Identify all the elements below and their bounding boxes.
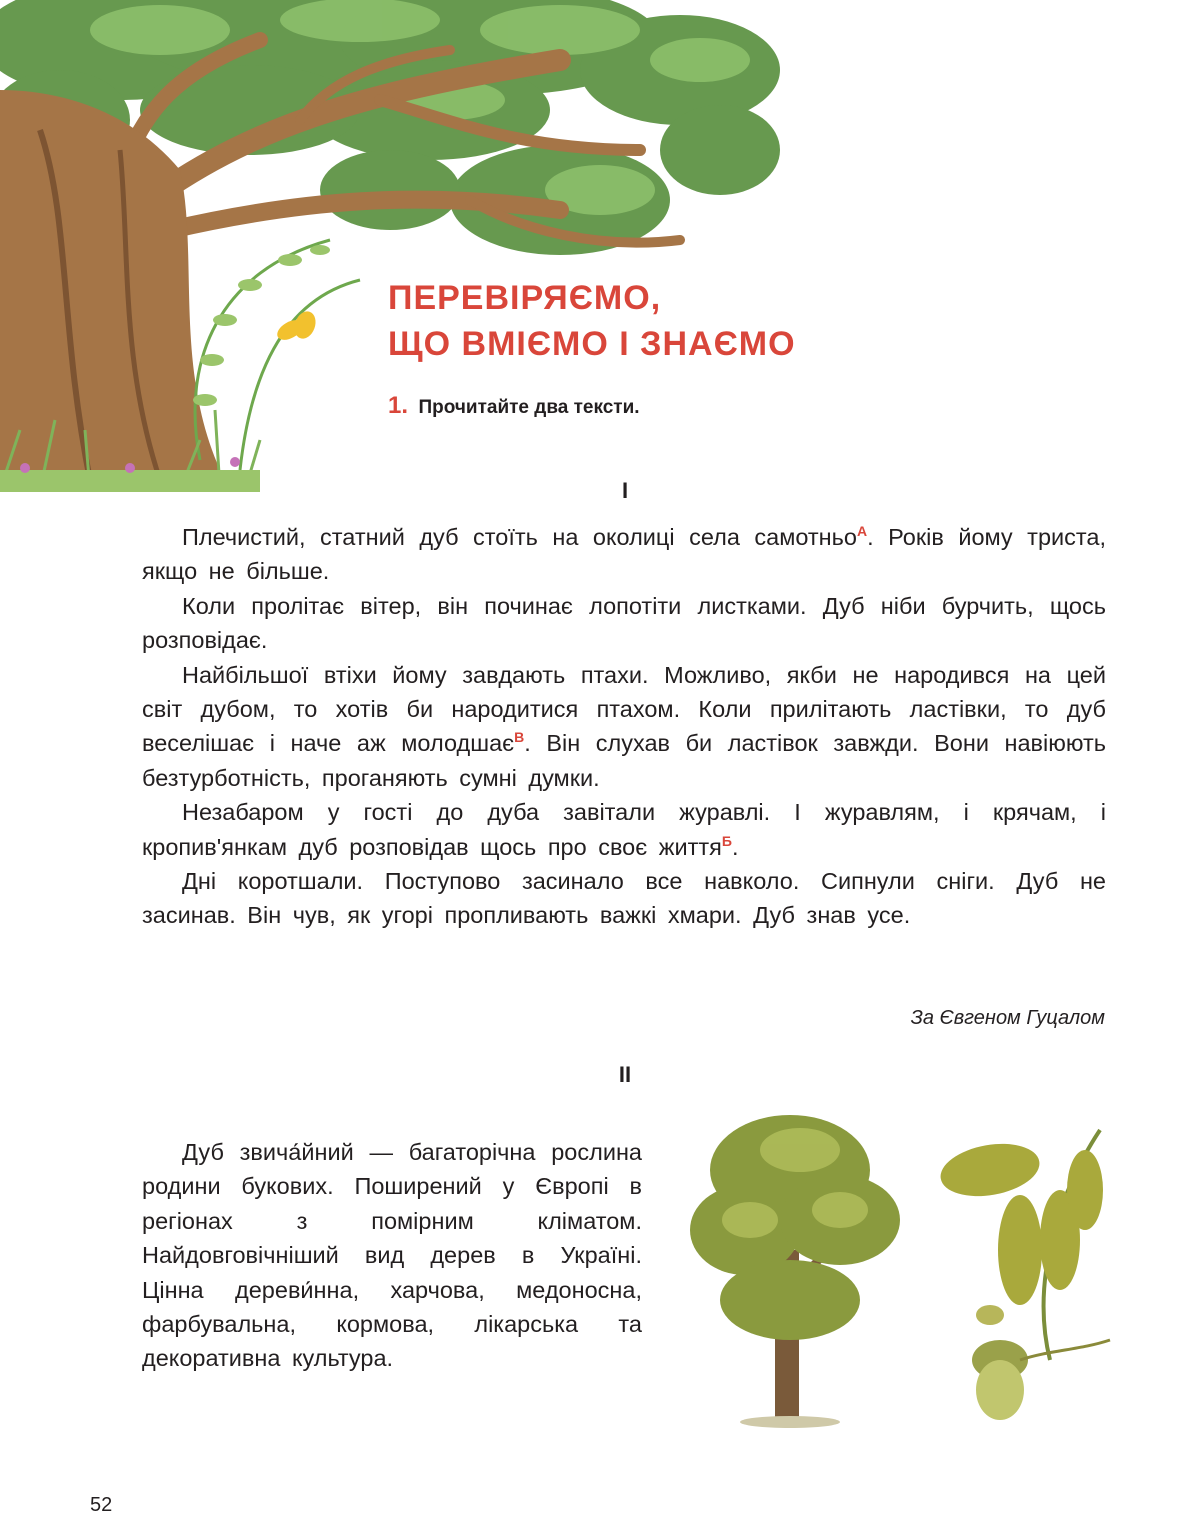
- oak-leaves-picture: [936, 1130, 1103, 1360]
- paragraph-text: . Він слухав би ластівок завжди. Вони навіюють безтурботність, проганяють сумні думки.: [142, 730, 1107, 791]
- author-attribution: За Євгеном Гуцалом: [910, 1007, 1105, 1029]
- fern-illustration: [195, 240, 360, 470]
- footnote-marker: В: [514, 729, 525, 746]
- oak-botanical-illustration: [690, 1100, 1130, 1430]
- acorn-picture: [972, 1305, 1110, 1420]
- task-instruction: [388, 392, 640, 420]
- text-2-body: [142, 1135, 642, 1376]
- paragraph: [142, 795, 1106, 864]
- text-1-body: [142, 520, 1106, 933]
- section-title-line-2: ЩО ВМІЄМО І ЗНАЄМО: [388, 325, 796, 363]
- paragraph: [142, 520, 1106, 589]
- task-number: 1.: [388, 392, 409, 419]
- paragraph: Дуб звича́йний — багаторічна рослина родини букових. Поширений у Європі в регіонах з помірним кліматом. Найдовговічніший вид дерев в Україні. Цінна дереви́нна, харчова, медоносна, фарбувальна, кормова, лікарська та декоративна культура.: [142, 1139, 642, 1372]
- text-1-heading: I: [621, 478, 629, 503]
- text-2-heading: II: [618, 1062, 632, 1087]
- footnote-marker: А: [856, 523, 868, 539]
- paragraph-text: . Років йому триста, якщо не більше.: [142, 524, 1106, 585]
- paragraph-text: Найбільшої втіхи йому завдають птахи. Можливо, якби не народився на цей світ дубом, то хотів би народитися птахом. Коли прилітають ластівки, то дуб веселішає і наче аж молодшає: [142, 661, 1106, 757]
- oak-tree-illustration: [0, 0, 790, 500]
- footnote-marker: Б: [721, 832, 732, 849]
- paragraph: [142, 658, 1106, 796]
- page-number: 52: [90, 1494, 113, 1516]
- paragraph-text: .: [731, 833, 739, 860]
- paragraph-text: Незабаром у гості до дуба завітали журавлі. І журавлям, і крячам, і кропив'янкам дуб розповідав щось про своє життя: [142, 799, 1106, 860]
- paragraph: Дні коротшали. Поступово засинало все навколо. Сипнули сніги. Дуб не засинав. Він чув, як угорі пропливають важкі хмари. Дуб знав усе.: [142, 868, 1106, 929]
- task-text: Прочитайте два тексти.: [418, 397, 640, 418]
- section-title: ПЕРЕВІРЯЄМО,: [388, 279, 662, 317]
- paragraph-text: Плечистий, статний дуб стоїть на околиці села самотньо: [182, 524, 857, 550]
- paragraph: Коли пролітає вітер, він починає лопотіти листками. Дуб ніби бурчить, щось розповідає.: [142, 592, 1106, 654]
- butterfly-illustration: [274, 308, 319, 344]
- oak-tree-picture: [690, 1115, 900, 1428]
